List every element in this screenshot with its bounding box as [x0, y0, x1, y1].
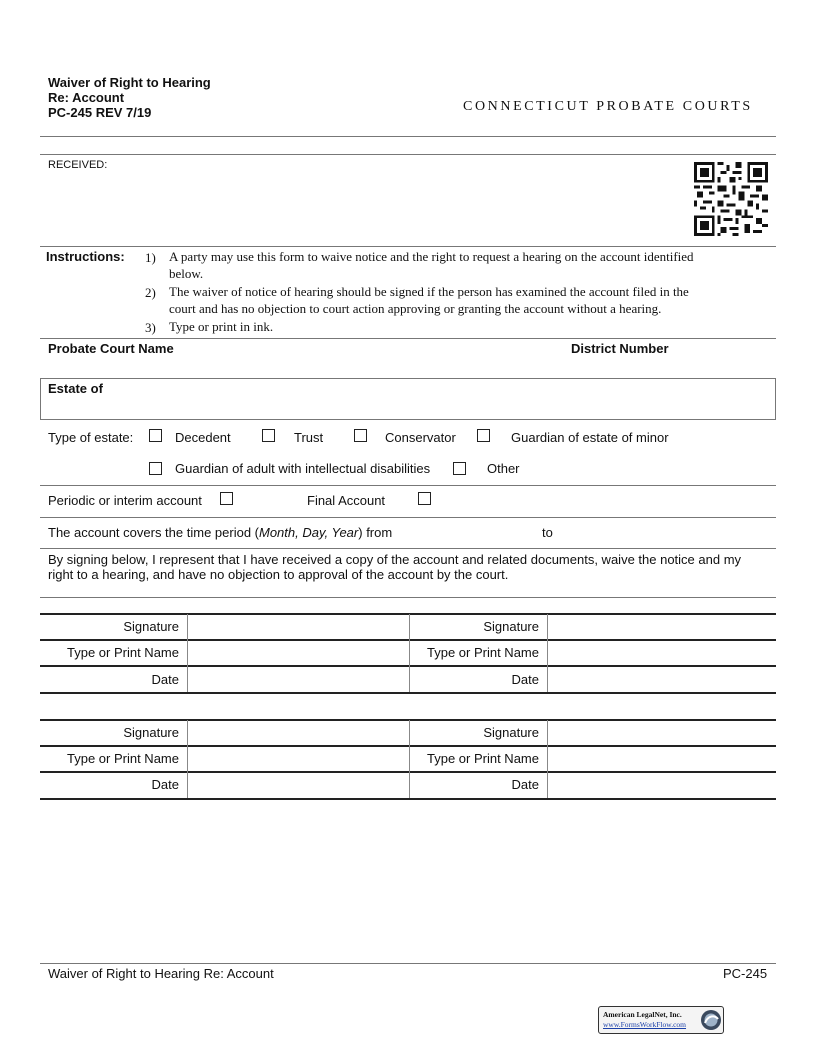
trust-checkbox[interactable] — [262, 429, 275, 442]
print-name-field[interactable] — [550, 748, 774, 770]
form-code: PC-245 REV 7/19 — [48, 105, 152, 120]
qr-code — [694, 162, 768, 236]
guardian-adult-label: Guardian of adult with intellectual disabilities — [175, 461, 431, 476]
logo-url: www.FormsWorkFlow.com — [603, 1020, 687, 1029]
sig-block1-bottom — [40, 692, 776, 694]
footer-form-title: Waiver of Right to Hearing Re: Account — [48, 966, 274, 981]
periodic-account-checkbox[interactable] — [220, 492, 233, 505]
time-period-label — [48, 525, 392, 540]
guardian-minor-label: Guardian of estate of minor — [511, 430, 669, 445]
received-label: RECEIVED: — [48, 159, 108, 171]
form-title-line2: Re: Account — [48, 90, 125, 105]
instructions-top-border — [40, 246, 776, 247]
instructions-label: Instructions: — [46, 249, 125, 264]
sig-block2-bottom — [40, 798, 776, 800]
final-account-label: Final Account — [307, 493, 386, 508]
account-type-top-border — [40, 485, 776, 486]
instruction-2-line2: court and has no objection to court action approving or granting the account without a hearing. — [169, 301, 662, 316]
sig-block1-row1 — [40, 639, 776, 641]
estate-of-input[interactable] — [48, 398, 758, 416]
received-top-border — [40, 154, 776, 155]
period-to-label: to — [542, 525, 553, 540]
sig-block2-row1 — [40, 745, 776, 747]
estate-type-label: Type of estate: — [48, 430, 134, 445]
date-field[interactable] — [550, 774, 774, 796]
other-checkbox[interactable] — [453, 462, 466, 475]
print-name-label: Type or Print Name — [67, 751, 179, 766]
sig-block2-vline3 — [547, 720, 548, 798]
instruction-1-line1: A party may use this form to waive notice and the right to request a hearing on the account identified — [169, 249, 694, 264]
court-name-input[interactable] — [48, 358, 558, 376]
decedent-checkbox[interactable] — [149, 429, 162, 442]
periodic-account-label: Periodic or interim account — [48, 493, 202, 508]
instruction-2-line1: The waiver of notice of hearing should be signed if the person has examined the account filed in the — [169, 284, 689, 299]
signature-field[interactable] — [190, 616, 406, 638]
guardian-minor-checkbox[interactable] — [477, 429, 490, 442]
signature-field[interactable] — [550, 616, 774, 638]
time-period-format: Month, Day, Year — [259, 525, 359, 540]
date-field[interactable] — [550, 668, 774, 690]
other-label: Other — [487, 461, 520, 476]
statement-line1: By signing below, I represent that I have received a copy of the account and related documents, waive the notice and my — [48, 552, 742, 567]
signature-field[interactable] — [190, 722, 406, 744]
conservator-checkbox[interactable] — [354, 429, 367, 442]
date-label: Date — [511, 672, 539, 687]
instruction-1-num: 1) — [145, 250, 156, 265]
american-legalnet-logo[interactable] — [598, 1006, 724, 1034]
footer-form-code: PC-245 — [723, 966, 768, 981]
period-top-border — [40, 517, 776, 518]
sig-block1-vline1 — [187, 614, 188, 692]
signature-label: Signature — [483, 619, 539, 634]
print-name-field[interactable] — [190, 642, 406, 664]
sig-block1-vline3 — [547, 614, 548, 692]
court-name-top-border — [40, 338, 776, 339]
district-number-input[interactable] — [571, 358, 761, 376]
instruction-1-line2: below. — [169, 266, 204, 281]
statement-top-border — [40, 548, 776, 549]
date-field[interactable] — [190, 774, 406, 796]
header-divider — [40, 136, 776, 137]
guardian-adult-checkbox[interactable] — [149, 462, 162, 475]
sig-block1-row2 — [40, 665, 776, 667]
instruction-3-num: 3) — [145, 320, 156, 335]
instruction-3-line1: Type or print in ink. — [169, 319, 274, 334]
instruction-2-num: 2) — [145, 285, 156, 300]
signature-label: Signature — [123, 725, 179, 740]
statement-line2: right to a hearing, and have no objection to approval of the account by the court. — [48, 567, 509, 582]
globe-icon — [700, 1009, 722, 1031]
decedent-label: Decedent — [175, 430, 231, 445]
footer-divider — [40, 963, 776, 964]
signature-label: Signature — [123, 619, 179, 634]
period-from-input[interactable] — [406, 524, 536, 541]
district-number-label: District Number — [571, 341, 669, 356]
print-name-field[interactable] — [550, 642, 774, 664]
estate-of-label: Estate of — [48, 381, 103, 396]
date-label: Date — [151, 777, 179, 792]
print-name-label: Type or Print Name — [427, 751, 539, 766]
time-period-prefix: The account covers the time period ( — [48, 525, 259, 540]
date-label: Date — [151, 672, 179, 687]
signature-field[interactable] — [550, 722, 774, 744]
date-label: Date — [511, 777, 539, 792]
signature-label: Signature — [483, 725, 539, 740]
sig-block2-row2 — [40, 771, 776, 773]
logo-company: American LegalNet, Inc. — [603, 1010, 682, 1019]
statement-bottom-border — [40, 597, 776, 598]
sig-block2-top — [40, 719, 776, 721]
sig-block2-vline1 — [187, 720, 188, 798]
final-account-checkbox[interactable] — [418, 492, 431, 505]
period-to-input[interactable] — [556, 524, 756, 541]
form-title-line1: Waiver of Right to Hearing — [48, 75, 211, 90]
court-banner: CONNECTICUT PROBATE COURTS — [463, 99, 753, 114]
sig-block1-top — [40, 613, 776, 615]
court-name-label: Probate Court Name — [48, 341, 174, 356]
conservator-label: Conservator — [385, 430, 456, 445]
print-name-field[interactable] — [190, 748, 406, 770]
date-field[interactable] — [190, 668, 406, 690]
time-period-suffix: ) from — [358, 525, 393, 540]
print-name-label: Type or Print Name — [67, 645, 179, 660]
print-name-label: Type or Print Name — [427, 645, 539, 660]
trust-label: Trust — [294, 430, 324, 445]
